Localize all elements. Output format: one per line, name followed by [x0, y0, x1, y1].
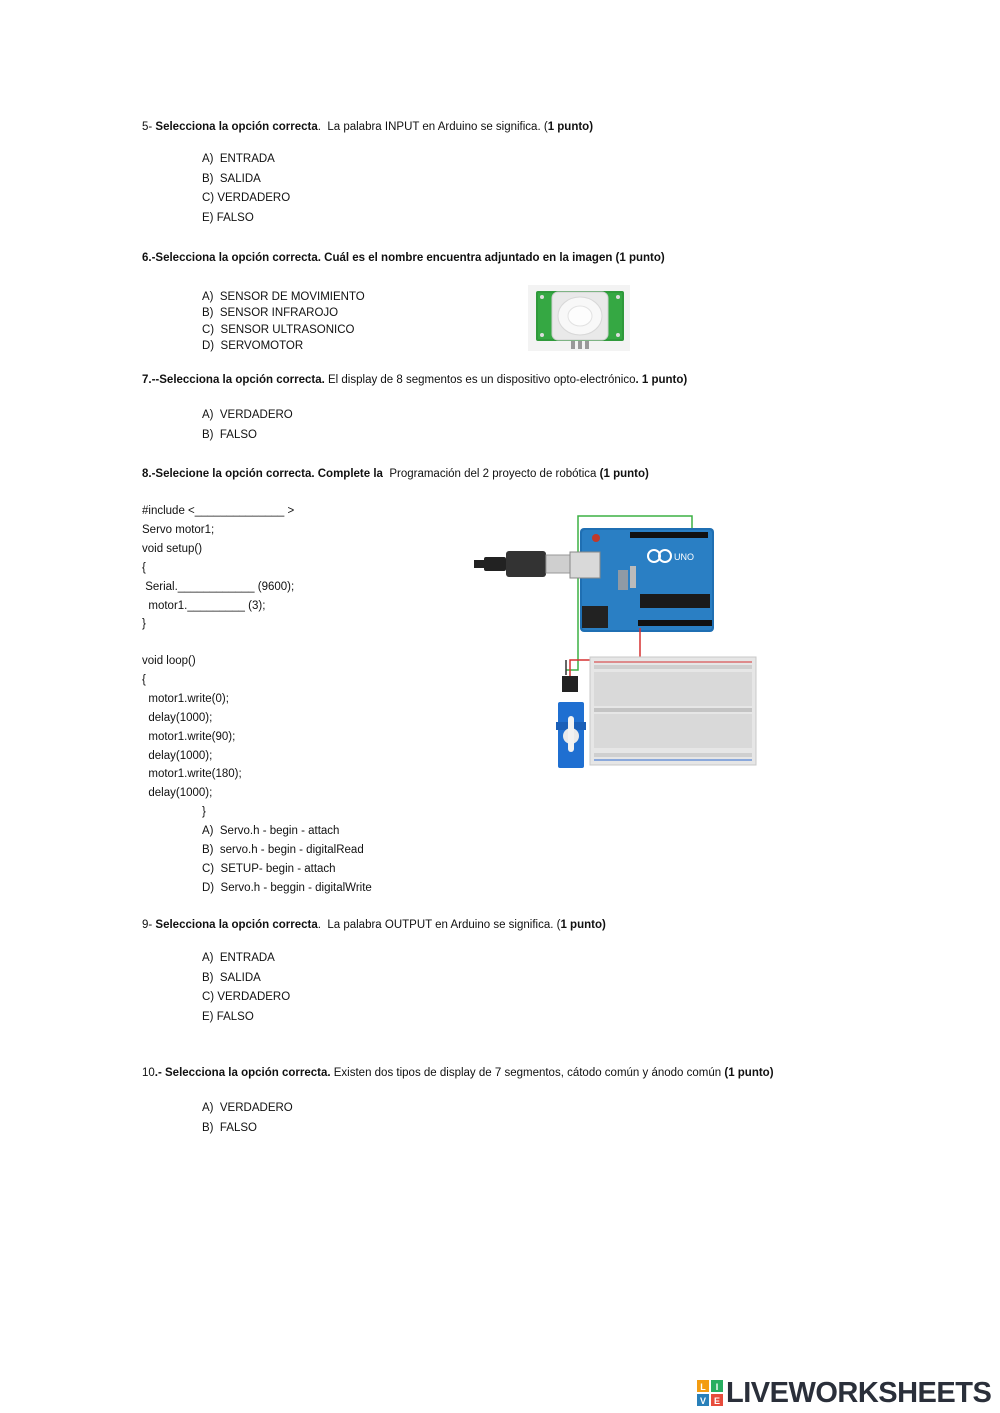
q6-option-c[interactable]: C) SENSOR ULTRASONICO	[202, 324, 355, 336]
q8-option-d[interactable]: D) Servo.h - beggin - digitalWrite	[202, 882, 372, 894]
code-line: delay(1000);	[142, 787, 213, 799]
code-line: motor1.write(90);	[142, 731, 236, 743]
q8-prompt: 8.-Selecione la opción correcta. Complete la Programación del 2 proyecto de robótica (1 punto)	[142, 468, 649, 480]
q9-option-e[interactable]: E) FALSO	[202, 1011, 254, 1023]
q5-option-a[interactable]: A) ENTRADA	[202, 153, 275, 165]
q7-prompt: 7.--Selecciona la opción correcta. El display de 8 segmentos es un dispositivo opto-electrónico. 1 punto)	[142, 374, 688, 386]
q10-prompt: 10.- Selecciona la opción correcta. Existen dos tipos de display de 7 segmentos, cátodo común y ánodo común (1 punto)	[142, 1067, 774, 1079]
q5-option-b[interactable]: B) SALIDA	[202, 173, 261, 185]
q8-option-b[interactable]: B) servo.h - begin - digitalRead	[202, 844, 364, 856]
svg-text:I: I	[715, 1382, 719, 1392]
code-line: delay(1000);	[142, 712, 213, 724]
code-line: {	[142, 674, 146, 686]
svg-text:V: V	[699, 1396, 707, 1406]
q5-option-c[interactable]: C) VERDADERO	[202, 192, 291, 204]
code-line: motor1._________ (3);	[142, 600, 266, 612]
svg-text:L: L	[700, 1382, 706, 1392]
liveworksheets-logo-icon	[697, 1380, 723, 1406]
q8-option-a[interactable]: A) Servo.h - begin - attach	[202, 825, 340, 837]
q10-option-b[interactable]: B) FALSO	[202, 1122, 257, 1134]
code-line: Serial.____________ (9600);	[142, 581, 295, 593]
q5-option-e[interactable]: E) FALSO	[202, 212, 254, 224]
q6-option-d[interactable]: D) SERVOMOTOR	[202, 340, 304, 352]
q6-option-b[interactable]: B) SENSOR INFRAROJO	[202, 307, 339, 319]
q5-prompt: 5- Selecciona la opción correcta. La palabra INPUT en Arduino se significa. (1 punto)	[142, 121, 594, 133]
code-line: motor1.write(180);	[142, 768, 242, 780]
code-line: void loop()	[142, 655, 196, 667]
code-closing-brace: }	[202, 806, 206, 818]
q9-option-a[interactable]: A) ENTRADA	[202, 952, 275, 964]
code-line: }	[142, 618, 146, 630]
code-line: delay(1000);	[142, 750, 213, 762]
q9-option-b[interactable]: B) SALIDA	[202, 972, 261, 984]
q10-option-a[interactable]: A) VERDADERO	[202, 1102, 293, 1114]
liveworksheets-logo-text: LIVEWORKSHEETS	[726, 1376, 992, 1409]
arduino-servo-circuit-image	[470, 510, 760, 775]
pir-sensor-image	[528, 285, 630, 351]
code-line: {	[142, 562, 146, 574]
q8-option-c[interactable]: C) SETUP- begin - attach	[202, 863, 336, 875]
q7-option-b[interactable]: B) FALSO	[202, 429, 257, 441]
code-line: Servo motor1;	[142, 524, 215, 536]
q9-prompt: 9- Selecciona la opción correcta. La palabra OUTPUT en Arduino se significa. (1 punto)	[142, 919, 606, 931]
code-line: #include <______________ >	[142, 505, 295, 517]
board-label: UNO	[674, 552, 694, 562]
q6-option-a[interactable]: A) SENSOR DE MOVIMIENTO	[202, 291, 365, 303]
q9-option-c[interactable]: C) VERDADERO	[202, 991, 291, 1003]
q7-option-a[interactable]: A) VERDADERO	[202, 409, 293, 421]
code-line: void setup()	[142, 543, 203, 555]
q6-prompt: 6.-Selecciona la opción correcta. Cuál es el nombre encuentra adjuntado en la imagen (1 punto)	[142, 252, 665, 264]
svg-text:E: E	[713, 1396, 721, 1406]
liveworksheets-logo	[697, 1378, 991, 1408]
code-line: motor1.write(0);	[142, 693, 229, 705]
